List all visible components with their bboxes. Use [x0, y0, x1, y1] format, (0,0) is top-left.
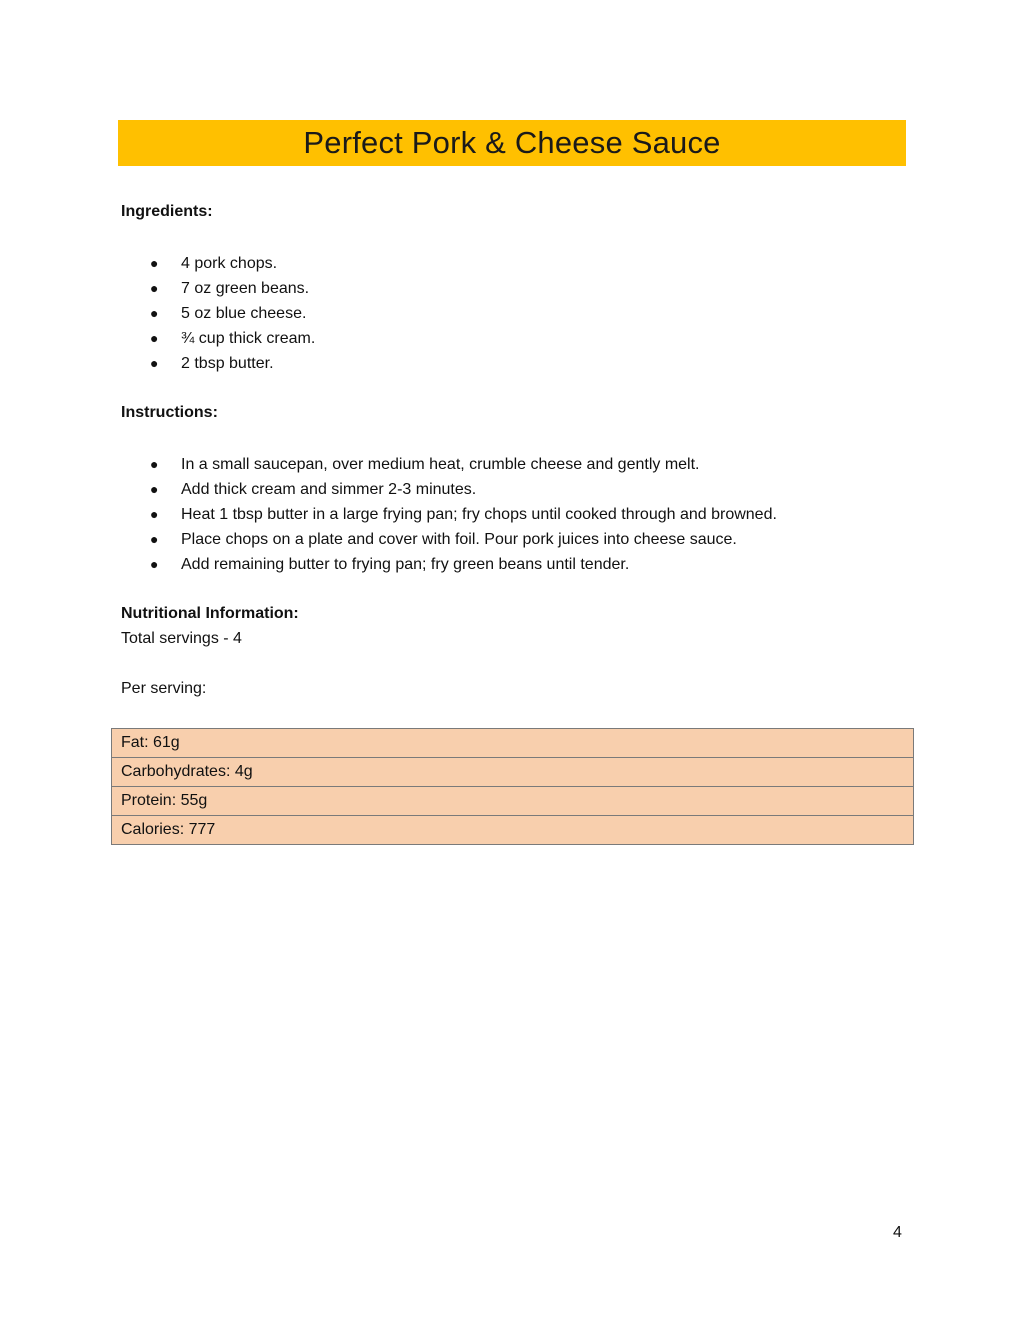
bullet-icon: ● [150, 280, 159, 296]
bullet-icon: ● [150, 456, 159, 472]
list-item: ● 4 pork chops. [150, 251, 315, 276]
total-servings: Total servings - 4 [121, 630, 242, 647]
list-item: ● 7 oz green beans. [150, 276, 315, 301]
list-item: ● 5 oz blue cheese. [150, 301, 315, 326]
recipe-title: Perfect Pork & Cheese Sauce [303, 125, 721, 160]
nutrition-calories: Calories: 777 [112, 816, 914, 845]
list-item: ● Place chops on a plate and cover with foil. Pour pork juices into cheese sauce. [150, 527, 777, 552]
ingredients-heading: Ingredients: [121, 203, 213, 220]
instructions-heading: Instructions: [121, 404, 218, 421]
per-serving-label: Per serving: [121, 680, 207, 697]
list-item: ● Heat 1 tbsp butter in a large frying pan; fry chops until cooked through and browned. [150, 502, 777, 527]
list-item: ● 2 tbsp butter. [150, 351, 315, 376]
bullet-icon: ● [150, 531, 159, 547]
nutrition-table [111, 728, 914, 845]
list-item: ● In a small saucepan, over medium heat, crumble cheese and gently melt. [150, 452, 777, 477]
ingredients-list [150, 251, 315, 376]
bullet-icon: ● [150, 506, 159, 522]
list-item: ● ¾ cup thick cream. [150, 326, 315, 351]
nutrition-heading: Nutritional Information: [121, 605, 299, 622]
bullet-icon: ● [150, 255, 159, 271]
table-row [112, 758, 914, 787]
bullet-icon: ● [150, 355, 159, 371]
list-item: ● Add remaining butter to frying pan; fry green beans until tender. [150, 552, 777, 577]
list-item: ● Add thick cream and simmer 2-3 minutes. [150, 477, 777, 502]
table-row [112, 816, 914, 845]
nutrition-fat: Fat: 61g [112, 729, 914, 758]
bullet-icon: ● [150, 305, 159, 321]
table-row [112, 787, 914, 816]
nutrition-carbohydrates: Carbohydrates: 4g [112, 758, 914, 787]
instructions-list [150, 452, 777, 577]
bullet-icon: ● [150, 481, 159, 497]
title-banner [118, 120, 906, 166]
page-number: 4 [893, 1224, 902, 1241]
bullet-icon: ● [150, 330, 159, 346]
bullet-icon: ● [150, 556, 159, 572]
nutrition-protein: Protein: 55g [112, 787, 914, 816]
table-row [112, 729, 914, 758]
